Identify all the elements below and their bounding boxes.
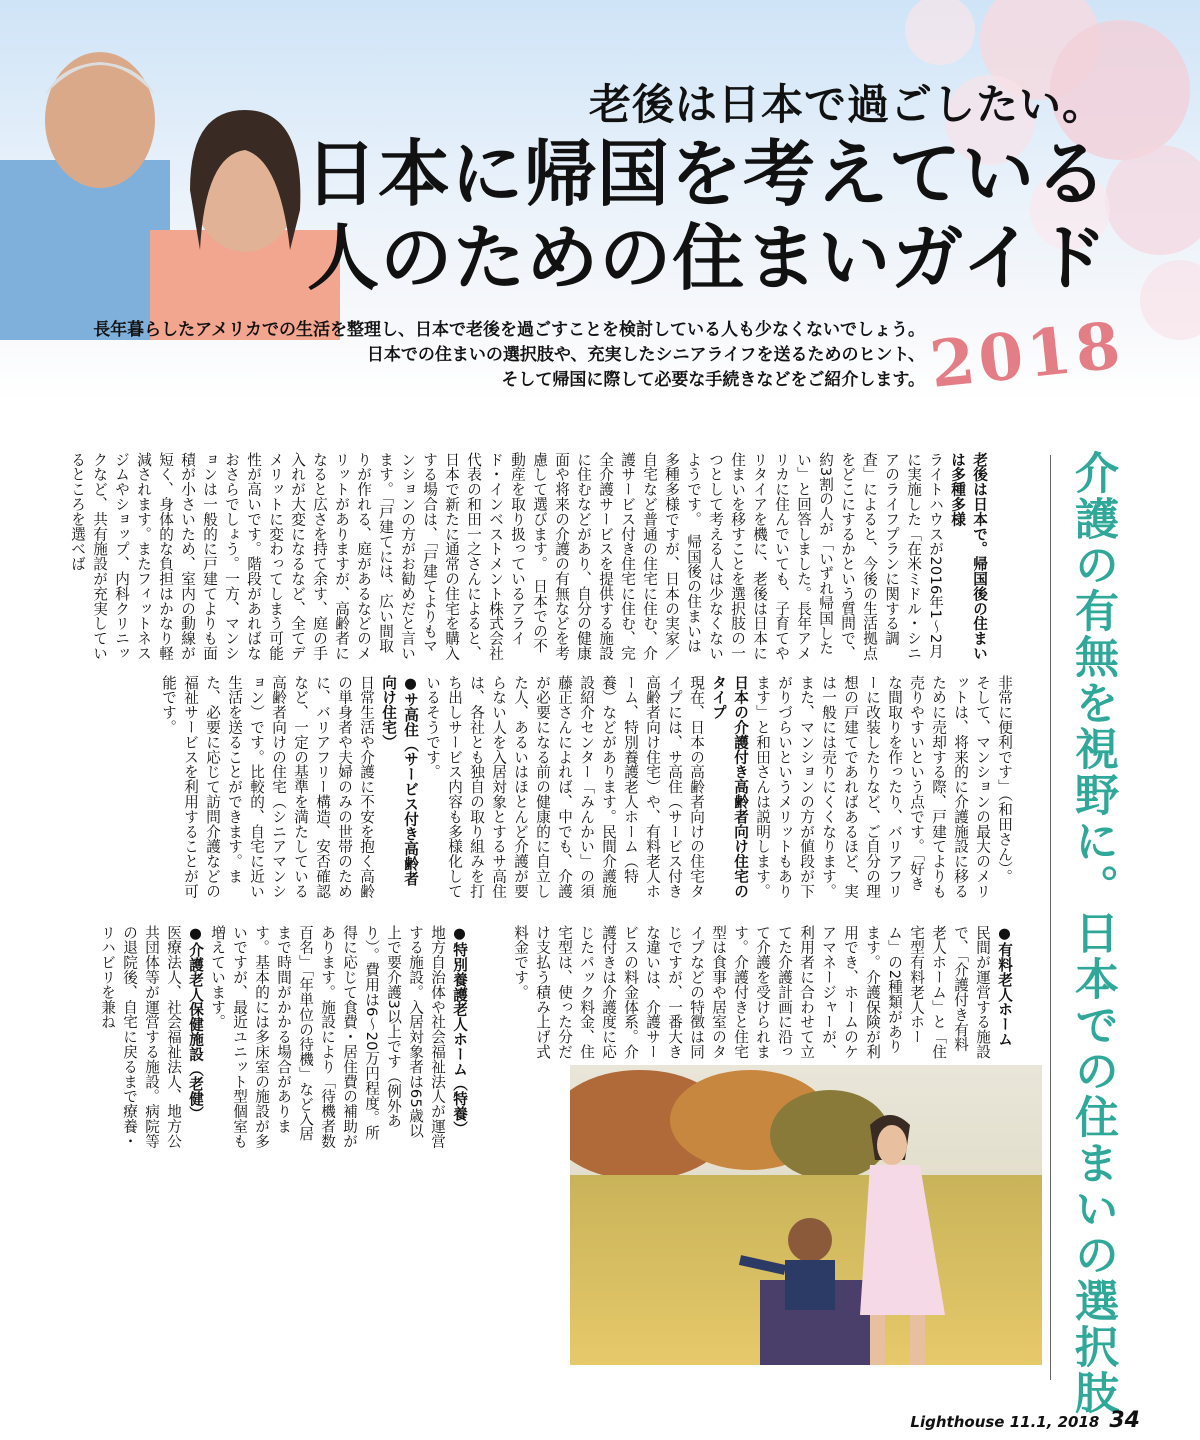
section-heading-yuryo: ●有料老人ホーム	[996, 925, 1013, 1047]
page-footer	[910, 1408, 1140, 1433]
magazine-issue: Lighthouse 11.1, 2018	[910, 1413, 1100, 1431]
body-tokuyo: 地方自治体や社会福祉法人が運営する施設。入居対象者は65歳以上で要介護3以上です（例外あり）。費用は6〜20万円程度。所得に応じて食費・居住費の補助があります。施設により「待機者数百名」「年単位の待機」など入居まで時間がかかる場合があります。基本的には多床室の施設が多いですが、最近ユニット型個室も増えています。	[209, 925, 446, 1149]
body-overview: ライトハウスが2016年1〜2月に実施した「在米ミドル・シニアのライフプランに関する調査」によると、今後の生活拠点をどこにするかという質問で、約3割の人が「いずれ帰国したい」と回答しました。長年アメリカに住んでいても、子育てやリタイアを機に、老後は日本に住まいを移すことを選択肢の一つとして考える人は少なくないようです。 帰国後の住まいは多種多様ですが、日本の実家／自宅など普通の住宅に住む、介護サービス付き住宅に住む、完全介護サービスを提供する施設に住むなどがあり、自分の健康面や将来の介護の有無などを考慮して選びます。 日本での不動産を取り扱っているアライド・インベストメント株式会社代表の和田一之さんによると、日本で新たに通常の住宅を購入する場合は、「戸建てよりもマンションの方がお勧めだと言います。「戸建てには、広い間取りが作れる、庭があるなどのメリットがありますが、高齢者になると広さを持て余す、庭の手入れが大変になるなど、全てデメリットに変わってしまう可能性が高いです。階段があればなおさらでしょう。一方、マンションは一般的に戸建てよりも面積が小さいため、室内の動線が短く、身体的な負担はかなり軽減されます。またフィットネスジムやショップ、内科クリニックなど、共有施設が充実しているところを選べば	[69, 452, 944, 661]
caregiver-park-photo	[570, 1065, 1042, 1365]
body-yuryo: 民間が運営する施設で、「介護付き有料老人ホーム」と「住宅型有料老人ホーム」の2種類があります。介護保険が利用でき、ホームのケアマネージャーが、利用者に合わせて立てた介護計画に沿って介護を受けられます。介護付きと住宅型は食事や居室のタイプなどの特徴は同じですが、一番大きな違いは、介護サービスの料金体系。介護付きは介護度に応じたパック料金、住宅型は、使った分だけ支払う積み上げ式料金です。	[512, 925, 991, 1060]
column-lower-right	[480, 925, 1015, 1060]
section-heading-types: 日本の介護付き高齢者向け住宅のタイプ	[710, 675, 749, 899]
section-divider	[1050, 455, 1051, 1380]
section-heading-roken: ●介護老人保健施設（老健）	[187, 925, 204, 1122]
year-stamp: 2018	[926, 308, 1128, 403]
section-heading-sakoju: ●サ高住（サービス付き高齢者向け住宅）	[380, 675, 419, 886]
section-heading-tokuyo: ●特別養護老人ホーム（特養）	[451, 925, 468, 1136]
headline-kicker: 老後は日本で過ごしたい。	[588, 80, 1105, 129]
intro-line-3: そして帰国に際して必要な手続きなどをご紹介します。	[501, 370, 925, 390]
headline-title	[305, 132, 1108, 300]
body-types: 現在、日本の高齢者向けの住宅タイプには、サ高住（サービス付き高齢者向け住宅）や、有料老人ホーム、特別養護老人ホーム（特養）などがあります。民間介護施設紹介センター「みんかい」の須藤正さんによれば、中でも、介護が必要になる前の健康的に自立した人、あるいはほとんど介護が要らない人を入居対象とするサ高住は、各社とも独自の取り組みを打ち出しサービス内容も多様化しているそうです。	[424, 675, 705, 899]
section-side-heading: 介護の有無を視野に。日本での住まいの選択肢	[1067, 450, 1118, 1416]
intro-line-1: 長年暮らしたアメリカでの生活を整理し、日本で老後を過ごすことを検討している人も少なくないでしょう。	[93, 320, 925, 340]
body-sakoju: 日常生活や介護に不安を抱く高齢の単身者や夫婦のみの世帯のために、バリアフリー構造、安否確認など、一定の基準を満たしている高齢者向けの住宅（シニアマンション）です。比較的、自宅に近い生活を送ることができます。また、必要に応じて訪問介護などの福祉サービスを利用することが可能です。	[160, 675, 375, 899]
body-roken: 医療法人、社会福祉法人、地方公共団体等が運営する施設。病院等の退院後、自宅に戻るまで療養・リハビリを兼ね	[99, 925, 182, 1149]
section-heading-overview: 老後は日本で。帰国後の住まいは多種多様	[949, 452, 988, 661]
body-mansion: 非常に便利です」（和田さん）。 そして、マンションの最大のメリットは、将来的に介護施設に移るために売却する際、戸建てよりも売りやすいという点です。「好きな間取りを作ったり、バリアフリーに改装したりなど、ご自分の理想の戸建てであればあるほど、実は一般には売りにくくなります。また、マンションの方が値段が下がりづらいというメリットもあります」と和田さんは説明します。	[754, 675, 1013, 899]
column-upper-right	[60, 452, 990, 662]
page-number: 34	[1109, 1408, 1140, 1433]
headline-line-1: 日本に帰国を考えている	[304, 132, 1108, 216]
intro-line-2: 日本での住まいの選択肢や、充実したシニアライフを送るためのヒント、	[366, 345, 925, 365]
intro-paragraph	[93, 318, 925, 393]
headline-line-2: 人のための住まいガイド	[307, 216, 1108, 300]
column-lower-left	[60, 925, 470, 1150]
column-upper-middle	[60, 675, 1015, 900]
